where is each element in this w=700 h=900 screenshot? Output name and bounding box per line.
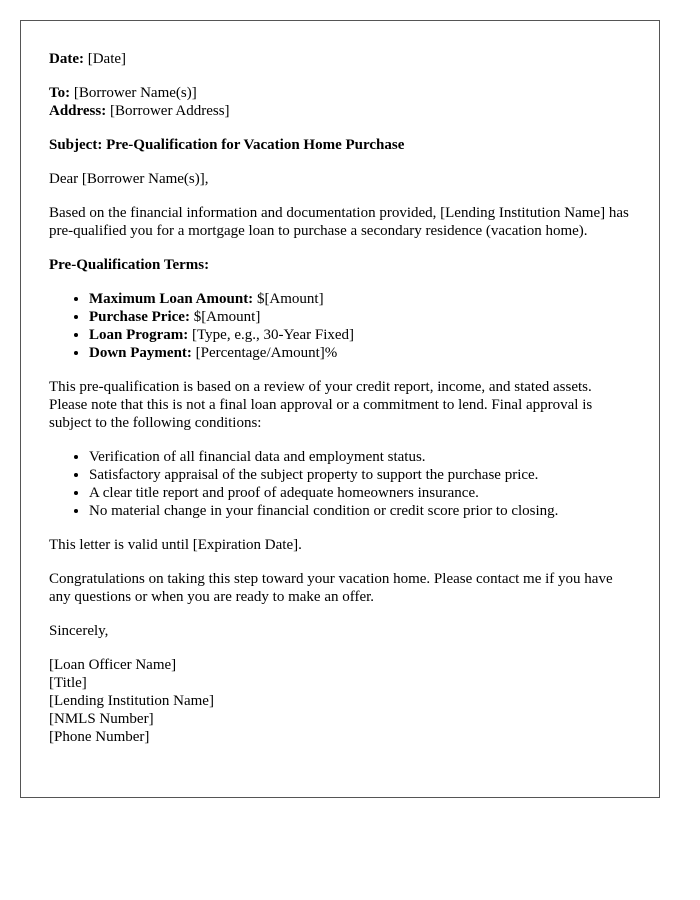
term-value: $[Amount] xyxy=(256,291,324,307)
date-label: Date: xyxy=(49,51,84,67)
to-label: To: xyxy=(49,85,71,101)
list-item: • No material change in your financial condition or credit score prior to closing. xyxy=(89,502,631,520)
nmls-number: [NMLS Number] xyxy=(49,711,154,727)
subject-text: Subject: Pre-Qualification for Vacation Home Purchase xyxy=(49,137,405,153)
term-value: [Type, e.g., 30-Year Fixed] xyxy=(192,327,355,343)
officer-name: [Loan Officer Name] xyxy=(49,657,177,673)
signoff: Sincerely, xyxy=(49,623,109,639)
list-item xyxy=(89,326,631,344)
list-item xyxy=(89,290,631,308)
terms-heading xyxy=(49,256,631,274)
terms-heading-text: Pre-Qualification Terms: xyxy=(49,257,210,273)
list-item xyxy=(89,308,631,326)
closing-paragraph: Congratulations on taking this step toward your vacation home. Please contact me if you have any questions or when you are ready to make an offer. xyxy=(49,571,613,605)
term-label: Down Payment: xyxy=(89,345,192,361)
conditions-intro: This pre-qualification is based on a review of your credit report, income, and stated assets. Please note that this is not a final loan approval or a commitment to lend. Final approval is subject to the following conditions: xyxy=(49,379,593,431)
validity-statement: This letter is valid until [Expiration Date]. xyxy=(49,537,302,553)
term-label: Loan Program: xyxy=(89,327,189,343)
term-label: Maximum Loan Amount: xyxy=(89,291,254,307)
recipient-block xyxy=(49,84,631,120)
date-value: [Date] xyxy=(87,51,127,67)
term-value: [Percentage/Amount]% xyxy=(195,345,338,361)
term-value: $[Amount] xyxy=(193,309,261,325)
officer-title: [Title] xyxy=(49,675,87,691)
phone-number: [Phone Number] xyxy=(49,729,150,745)
subject-line xyxy=(49,136,631,154)
conditions-list xyxy=(49,448,631,520)
terms-list xyxy=(49,290,631,362)
institution-name: [Lending Institution Name] xyxy=(49,693,214,709)
address-value: [Borrower Address] xyxy=(109,103,230,119)
list-item: • A clear title report and proof of adequate homeowners insurance. xyxy=(89,484,631,502)
date-line xyxy=(49,50,631,68)
list-item xyxy=(89,344,631,362)
list-item: • Verification of all financial data and employment status. xyxy=(89,448,631,466)
salutation: Dear [Borrower Name(s)], xyxy=(49,171,209,187)
signature-block xyxy=(49,656,631,746)
letter xyxy=(20,20,660,798)
address-label: Address: xyxy=(49,103,107,119)
term-label: Purchase Price: xyxy=(89,309,190,325)
to-value: [Borrower Name(s)] xyxy=(73,85,197,101)
intro-paragraph: Based on the financial information and documentation provided, [Lending Institution Name] has pre-qualified you for a mortgage loan to purchase a secondary residence (vacation home). xyxy=(49,205,629,239)
list-item: • Satisfactory appraisal of the subject property to support the purchase price. xyxy=(89,466,631,484)
